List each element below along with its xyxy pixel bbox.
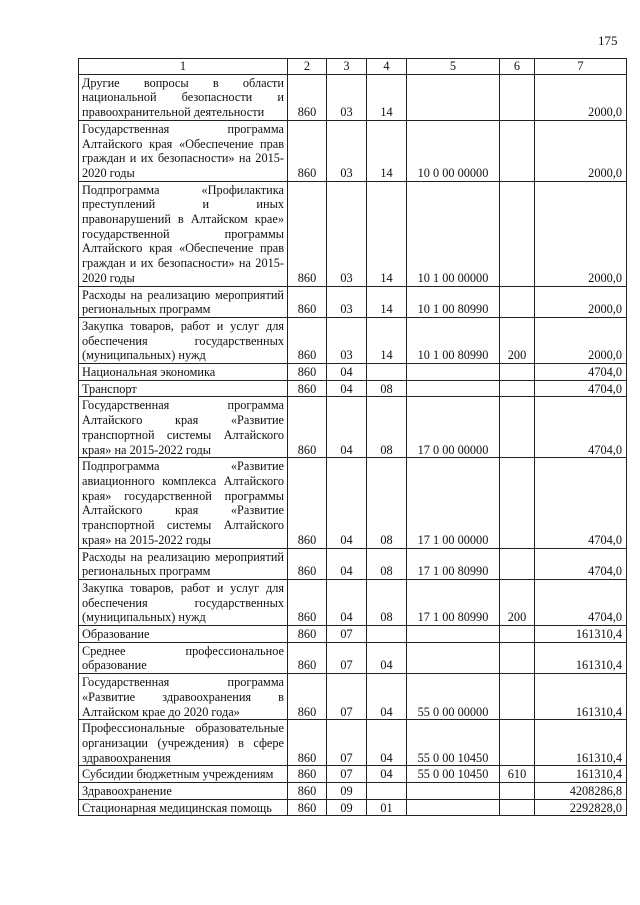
item-name-cell: Стационарная медицинская помощь	[79, 799, 288, 816]
table-row	[79, 720, 627, 766]
grbs-code-cell: 860	[288, 766, 327, 783]
grbs-code-cell: 860	[288, 286, 327, 317]
section-code-cell: 07	[327, 766, 367, 783]
item-name-cell: Субсидии бюджетным учреждениям	[79, 766, 288, 783]
subsection-code-cell	[367, 783, 407, 800]
amount-cell: 161310,4	[535, 720, 627, 766]
table-row	[79, 579, 627, 625]
grbs-code-cell: 860	[288, 548, 327, 579]
subsection-code-cell: 08	[367, 380, 407, 397]
expense-type-cell: 610	[500, 766, 535, 783]
expense-type-cell	[500, 799, 535, 816]
table-row	[79, 364, 627, 381]
subsection-code-cell	[367, 626, 407, 643]
expense-type-cell	[500, 397, 535, 458]
grbs-code-cell: 860	[288, 799, 327, 816]
section-code-cell: 07	[327, 642, 367, 673]
target-article-cell: 10 1 00 00000	[407, 181, 500, 286]
target-article-cell	[407, 799, 500, 816]
grbs-code-cell: 860	[288, 720, 327, 766]
grbs-code-cell: 860	[288, 579, 327, 625]
target-article-cell: 55 0 00 10450	[407, 720, 500, 766]
table-row	[79, 799, 627, 816]
expense-type-cell	[500, 548, 535, 579]
column-header: 4	[367, 59, 407, 75]
subsection-code-cell: 14	[367, 317, 407, 363]
expense-type-cell: 200	[500, 579, 535, 625]
subsection-code-cell: 04	[367, 674, 407, 720]
subsection-code-cell: 08	[367, 458, 407, 548]
budget-table	[78, 58, 627, 816]
item-name-cell: Транспорт	[79, 380, 288, 397]
amount-cell: 2000,0	[535, 286, 627, 317]
subsection-code-cell: 04	[367, 642, 407, 673]
amount-cell: 161310,4	[535, 626, 627, 643]
grbs-code-cell: 860	[288, 642, 327, 673]
amount-cell: 4208286,8	[535, 783, 627, 800]
column-header: 1	[79, 59, 288, 75]
subsection-code-cell: 08	[367, 548, 407, 579]
subsection-code-cell: 14	[367, 120, 407, 181]
grbs-code-cell: 860	[288, 674, 327, 720]
section-code-cell: 03	[327, 181, 367, 286]
section-code-cell: 07	[327, 674, 367, 720]
target-article-cell: 17 1 00 80990	[407, 548, 500, 579]
subsection-code-cell: 04	[367, 720, 407, 766]
table-row	[79, 74, 627, 120]
amount-cell: 4704,0	[535, 364, 627, 381]
subsection-code-cell: 08	[367, 579, 407, 625]
target-article-cell: 10 1 00 80990	[407, 286, 500, 317]
expense-type-cell	[500, 380, 535, 397]
amount-cell: 4704,0	[535, 380, 627, 397]
target-article-cell: 10 0 00 00000	[407, 120, 500, 181]
section-code-cell: 07	[327, 626, 367, 643]
section-code-cell: 03	[327, 317, 367, 363]
column-header: 7	[535, 59, 627, 75]
table-row	[79, 120, 627, 181]
amount-cell: 161310,4	[535, 674, 627, 720]
section-code-cell: 04	[327, 579, 367, 625]
target-article-cell	[407, 74, 500, 120]
target-article-cell: 17 0 00 00000	[407, 397, 500, 458]
table-row	[79, 626, 627, 643]
table-row	[79, 783, 627, 800]
amount-cell: 161310,4	[535, 766, 627, 783]
column-header: 2	[288, 59, 327, 75]
table-row	[79, 548, 627, 579]
section-code-cell: 03	[327, 120, 367, 181]
column-header: 5	[407, 59, 500, 75]
grbs-code-cell: 860	[288, 181, 327, 286]
table-row	[79, 458, 627, 548]
table-row	[79, 181, 627, 286]
table-row	[79, 380, 627, 397]
amount-cell: 2000,0	[535, 74, 627, 120]
expense-type-cell	[500, 674, 535, 720]
table-row	[79, 766, 627, 783]
subsection-code-cell: 14	[367, 286, 407, 317]
table-row	[79, 286, 627, 317]
section-code-cell: 09	[327, 783, 367, 800]
target-article-cell	[407, 626, 500, 643]
table-body	[79, 74, 627, 816]
section-code-cell: 04	[327, 458, 367, 548]
item-name-cell: Подпрограмма «Развитие авиационного комплекса Алтайского края» государственной программы Алтайского края «Развитие транспортной системы Алтайского края» на 2015-2022 годы	[79, 458, 288, 548]
amount-cell: 4704,0	[535, 548, 627, 579]
section-code-cell: 09	[327, 799, 367, 816]
expense-type-cell	[500, 458, 535, 548]
target-article-cell: 10 1 00 80990	[407, 317, 500, 363]
table-row	[79, 642, 627, 673]
subsection-code-cell: 08	[367, 397, 407, 458]
section-code-cell: 04	[327, 364, 367, 381]
grbs-code-cell: 860	[288, 120, 327, 181]
grbs-code-cell: 860	[288, 783, 327, 800]
section-code-cell: 03	[327, 74, 367, 120]
table-row	[79, 674, 627, 720]
expense-type-cell: 200	[500, 317, 535, 363]
grbs-code-cell: 860	[288, 397, 327, 458]
target-article-cell	[407, 364, 500, 381]
amount-cell: 2292828,0	[535, 799, 627, 816]
amount-cell: 4704,0	[535, 579, 627, 625]
grbs-code-cell: 860	[288, 317, 327, 363]
item-name-cell: Национальная экономика	[79, 364, 288, 381]
target-article-cell: 17 1 00 80990	[407, 579, 500, 625]
item-name-cell: Подпрограмма «Профилактика преступлений и иных правонарушений в Алтайском крае» государственной программы Алтайского края «Обеспечение прав граждан и их безопасности» на 2015-2020 годы	[79, 181, 288, 286]
subsection-code-cell: 01	[367, 799, 407, 816]
item-name-cell: Закупка товаров, работ и услуг для обеспечения государственных (муниципальных) нужд	[79, 579, 288, 625]
expense-type-cell	[500, 364, 535, 381]
item-name-cell: Другие вопросы в области национальной безопасности и правоохранительной деятельности	[79, 74, 288, 120]
section-code-cell: 03	[327, 286, 367, 317]
table-header-row	[79, 59, 627, 75]
table-row	[79, 397, 627, 458]
subsection-code-cell: 04	[367, 766, 407, 783]
section-code-cell: 04	[327, 380, 367, 397]
expense-type-cell	[500, 120, 535, 181]
grbs-code-cell: 860	[288, 74, 327, 120]
item-name-cell: Здравоохранение	[79, 783, 288, 800]
amount-cell: 161310,4	[535, 642, 627, 673]
subsection-code-cell: 14	[367, 74, 407, 120]
item-name-cell: Образование	[79, 626, 288, 643]
item-name-cell: Расходы на реализацию мероприятий региональных программ	[79, 548, 288, 579]
item-name-cell: Закупка товаров, работ и услуг для обеспечения государственных (муниципальных) нужд	[79, 317, 288, 363]
amount-cell: 4704,0	[535, 397, 627, 458]
subsection-code-cell	[367, 364, 407, 381]
column-header: 3	[327, 59, 367, 75]
amount-cell: 2000,0	[535, 317, 627, 363]
amount-cell: 2000,0	[535, 181, 627, 286]
item-name-cell: Расходы на реализацию мероприятий региональных программ	[79, 286, 288, 317]
expense-type-cell	[500, 286, 535, 317]
section-code-cell: 07	[327, 720, 367, 766]
expense-type-cell	[500, 642, 535, 673]
amount-cell: 4704,0	[535, 458, 627, 548]
expense-type-cell	[500, 720, 535, 766]
expense-type-cell	[500, 783, 535, 800]
section-code-cell: 04	[327, 397, 367, 458]
expense-type-cell	[500, 74, 535, 120]
expense-type-cell	[500, 626, 535, 643]
target-article-cell: 55 0 00 00000	[407, 674, 500, 720]
target-article-cell	[407, 642, 500, 673]
amount-cell: 2000,0	[535, 120, 627, 181]
item-name-cell: Среднее профессиональное образование	[79, 642, 288, 673]
item-name-cell: Государственная программа «Развитие здравоохранения в Алтайском крае до 2020 года»	[79, 674, 288, 720]
grbs-code-cell: 860	[288, 626, 327, 643]
section-code-cell: 04	[327, 548, 367, 579]
grbs-code-cell: 860	[288, 364, 327, 381]
grbs-code-cell: 860	[288, 380, 327, 397]
target-article-cell: 55 0 00 10450	[407, 766, 500, 783]
grbs-code-cell: 860	[288, 458, 327, 548]
target-article-cell	[407, 783, 500, 800]
item-name-cell: Государственная программа Алтайского края «Развитие транспортной системы Алтайского края» на 2015-2022 годы	[79, 397, 288, 458]
item-name-cell: Государственная программа Алтайского края «Обеспечение прав граждан и их безопасности» на 2015-2020 годы	[79, 120, 288, 181]
target-article-cell: 17 1 00 00000	[407, 458, 500, 548]
page-number: 175	[598, 33, 618, 48]
column-header: 6	[500, 59, 535, 75]
table-row	[79, 317, 627, 363]
subsection-code-cell: 14	[367, 181, 407, 286]
expense-type-cell	[500, 181, 535, 286]
item-name-cell: Профессиональные образовательные организации (учреждения) в сфере здравоохранения	[79, 720, 288, 766]
target-article-cell	[407, 380, 500, 397]
